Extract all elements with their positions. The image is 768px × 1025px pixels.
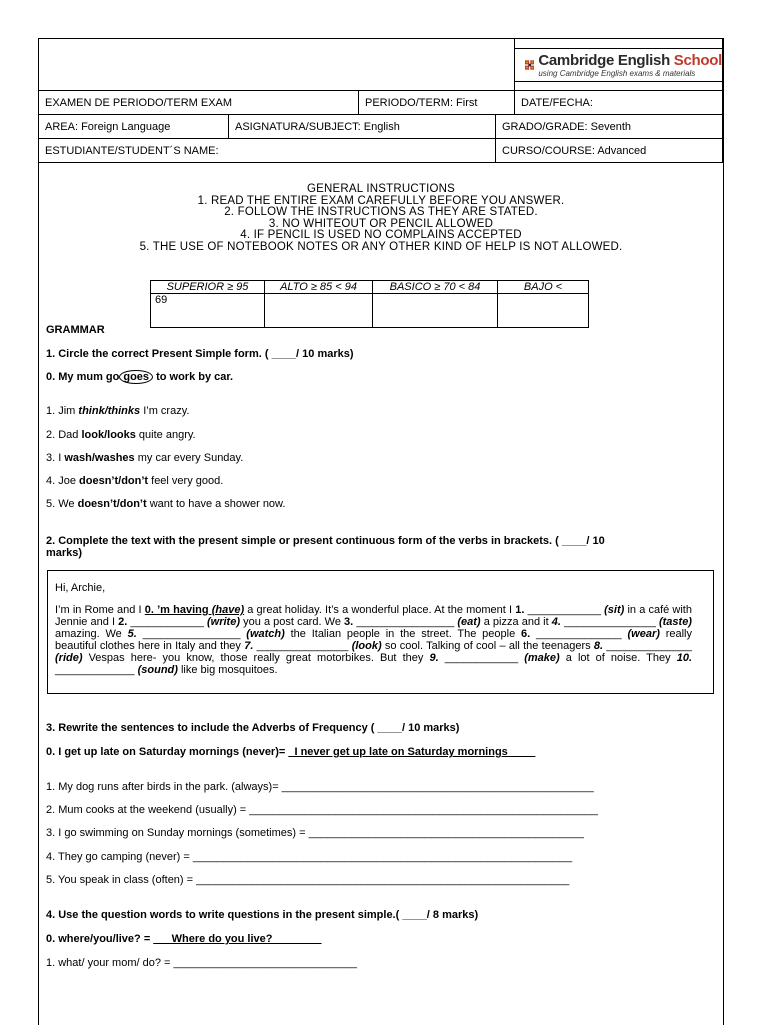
exam-page (38, 38, 724, 1025)
q4-example-prefix: 0. where/you/live? = (46, 933, 154, 945)
letter-text: you a post card. We (239, 616, 345, 628)
area-field: AREA: Foreign Language (39, 115, 229, 139)
q1-item-choice[interactable]: wash/washes (64, 452, 135, 464)
grade-basico: BASICO ≥ 70 < 84 (373, 281, 498, 294)
exam-title: EXAMEN DE PERIODO/TERM EXAM (39, 91, 359, 115)
letter-verb: (ride) (55, 652, 83, 664)
letter-verb: (sit) (604, 604, 625, 616)
q3-item[interactable]: 2. Mum cooks at the weekend (usually) = _________________________________________________________ (46, 804, 598, 816)
letter-verb: (sound) (137, 664, 178, 676)
instructions-title: GENERAL INSTRUCTIONS (307, 183, 455, 195)
instruction-item: 2. FOLLOW THE INSTRUCTIONS AS THEY ARE STATED. (224, 206, 538, 218)
grade-field: GRADO/GRADE: Seventh (496, 115, 723, 139)
instruction-item: 5. THE USE OF NOTEBOOK NOTES OR ANY OTHER KIND OF HELP IS NOT ALLOWED. (139, 240, 623, 253)
letter-number: 5. (127, 628, 137, 640)
q2-title-line2: marks) (46, 547, 83, 559)
q1-item-choice[interactable]: doesn’t/don’t (77, 498, 147, 510)
q2-title-line1: 2. Complete the text with the present simple or present continuous form of the verbs in brackets. ( ____/ 10 (46, 535, 605, 547)
letter-text: the Italian people in the street. The people (284, 628, 522, 640)
letter-verb: (eat) (457, 616, 481, 628)
letter-text: in a café with Jennie and I (55, 604, 692, 628)
q1-item-post: feel very good. (148, 475, 224, 487)
course-field: CURSO/COURSE: Advanced (496, 139, 723, 163)
general-instructions (39, 184, 723, 253)
q1-item (46, 405, 189, 417)
letter-blank[interactable]: _______________ (253, 640, 352, 652)
q1-example-prefix: 0. My mum go (46, 371, 120, 383)
letter-box (47, 570, 714, 694)
letter-blank[interactable]: ________________ (136, 628, 247, 640)
subject-field: ASIGNATURA/SUBJECT: English (229, 115, 496, 139)
q4-example (46, 933, 321, 945)
letter-verb: (have) (208, 604, 245, 616)
q1-example-circled: goes (119, 370, 153, 384)
q1-example-suffix: to work by car. (153, 371, 234, 383)
q4-item[interactable]: 1. what/ your mom/ do? = ______________________________ (46, 957, 358, 969)
grade-cell-empty (498, 294, 589, 328)
letter-verb: (wear) (627, 628, 660, 640)
q1-item (46, 498, 285, 510)
letter-number: 8. (593, 640, 604, 652)
q1-item-choice[interactable]: think/thinks (78, 405, 141, 417)
q1-item-post: I’m crazy. (140, 405, 190, 417)
header-blank-cell (39, 39, 515, 91)
letter-text: amazing. We (55, 628, 128, 640)
crest-icon (525, 51, 534, 79)
letter-number: 1. (515, 604, 525, 616)
brand-tagline: using Cambridge English exams & materials (538, 68, 696, 78)
instruction-item: 3. NO WHITEOUT OR PENCIL ALLOWED (268, 217, 494, 230)
letter-text: really beautiful clothes here in Italy and they (55, 628, 692, 652)
q3-item[interactable]: 4. They go camping (never) = ______________________________________________________________ (46, 851, 573, 863)
q1-item (46, 429, 196, 441)
letter-text: Vespas here- you know, those really great motorbikes. But they (82, 652, 430, 664)
letter-number: 6. (521, 628, 531, 640)
grade-bajo-value: 69 (151, 294, 265, 328)
cambridge-logo (515, 49, 722, 81)
letter-number: 7. (244, 640, 254, 652)
letter-body (55, 604, 692, 676)
q1-item-choice[interactable]: look/looks (81, 429, 136, 441)
letter-verb: (taste) (658, 616, 692, 628)
q1-title: 1. Circle the correct Present Simple form. ( ____/ 10 marks) (46, 348, 354, 360)
q1-item-post: my car every Sunday. (134, 452, 244, 464)
logo-cell (515, 39, 723, 91)
q1-item-pre: 5. We (46, 498, 78, 510)
q1-item (46, 452, 243, 464)
letter-verb: (watch) (246, 628, 285, 640)
letter-blank[interactable]: ______________ (603, 640, 692, 652)
q1-item-pre: 3. I (46, 452, 65, 464)
q3-item[interactable]: 5. You speak in class (often) = _____________________________________________________________ (46, 874, 570, 886)
letter-number: 10. (676, 652, 692, 664)
date-field: DATE/FECHA: (515, 91, 723, 115)
letter-blank[interactable]: ____________ (524, 604, 605, 616)
q3-item[interactable]: 3. I go swimming on Sunday mornings (sometimes) = _____________________________________________ (46, 827, 584, 839)
letter-blank[interactable]: ____________ (127, 616, 207, 628)
q3-item[interactable]: 1. My dog runs after birds in the park. (always)= ___________________________________________________ (46, 781, 594, 793)
letter-text: like big mosquitoes. (177, 664, 278, 676)
letter-text: a lot of noise. They (559, 652, 677, 664)
instruction-item: 1. READ THE ENTIRE EXAM CAREFULLY BEFORE YOU ANSWER. (197, 194, 565, 207)
q4-example-answer: ___Where do you live?________ (153, 933, 322, 945)
instruction-item: 4. IF PENCIL IS USED NO COMPLAINS ACCEPTED (240, 229, 522, 241)
grade-bajo: BAJO < (498, 281, 589, 294)
letter-blank[interactable]: ______________ (530, 628, 628, 640)
grades-table (150, 280, 589, 328)
letter-text: I’m in Rome and I (55, 604, 145, 616)
q3-example (46, 746, 535, 758)
q1-example (46, 370, 233, 384)
student-name-field: ESTUDIANTE/STUDENT´S NAME: (39, 139, 496, 163)
q3-example-answer: _I never get up late on Saturday mornings ____ (288, 746, 536, 758)
letter-verb: (make) (524, 652, 560, 664)
q1-item-pre: 4. Joe (46, 475, 80, 487)
letter-number: 3. (344, 616, 354, 628)
letter-text: a pizza and it (480, 616, 552, 628)
letter-number: 9. (429, 652, 439, 664)
letter-greeting: Hi, Archie, (55, 582, 106, 594)
grade-alto: ALTO ≥ 85 < 94 (265, 281, 373, 294)
letter-blank[interactable]: ____________ (438, 652, 525, 664)
brand-school: School (673, 51, 722, 69)
letter-number: 4. (551, 616, 561, 628)
grade-cell-empty (373, 294, 498, 328)
q1-item (46, 475, 223, 487)
brand-cambridge: Cambridge English (538, 51, 674, 69)
q1-item-post: quite angry. (135, 429, 196, 441)
letter-text: so cool. Talking of cool – all the teenagers (381, 640, 594, 652)
q1-item-pre: 2. Dad (46, 429, 82, 441)
letter-verb: (write) (206, 616, 240, 628)
q1-item-pre: 1. Jim (46, 405, 79, 417)
grade-superior: SUPERIOR ≥ 95 (151, 281, 265, 294)
letter-blank[interactable]: ________________ (353, 616, 458, 628)
grade-cell-empty (265, 294, 373, 328)
letter-text: a great holiday. It’s a wonderful place. At the moment I (244, 604, 516, 616)
section-grammar: GRAMMAR (46, 324, 105, 336)
q1-item-post: want to have a shower now. (146, 498, 286, 510)
letter-blank[interactable]: _____________ (55, 664, 138, 676)
q3-title: 3. Rewrite the sentences to include the Adverbs of Frequency ( ____/ 10 marks) (46, 722, 460, 734)
letter-example-answer: 0. ’m having (144, 604, 209, 616)
q3-example-prefix: 0. I get up late on Saturday mornings (never)= (46, 746, 289, 758)
letter-verb: (look) (351, 640, 382, 652)
letter-blank[interactable]: _______________ (560, 616, 659, 628)
period-field: PERIODO/TERM: First (359, 91, 515, 115)
letter-number: 2. (118, 616, 128, 628)
exam-header-table (38, 38, 723, 163)
q1-item-choice[interactable]: doesn’t/don’t (79, 475, 149, 487)
q4-title: 4. Use the question words to write questions in the present simple.( ____/ 8 marks) (46, 909, 479, 921)
